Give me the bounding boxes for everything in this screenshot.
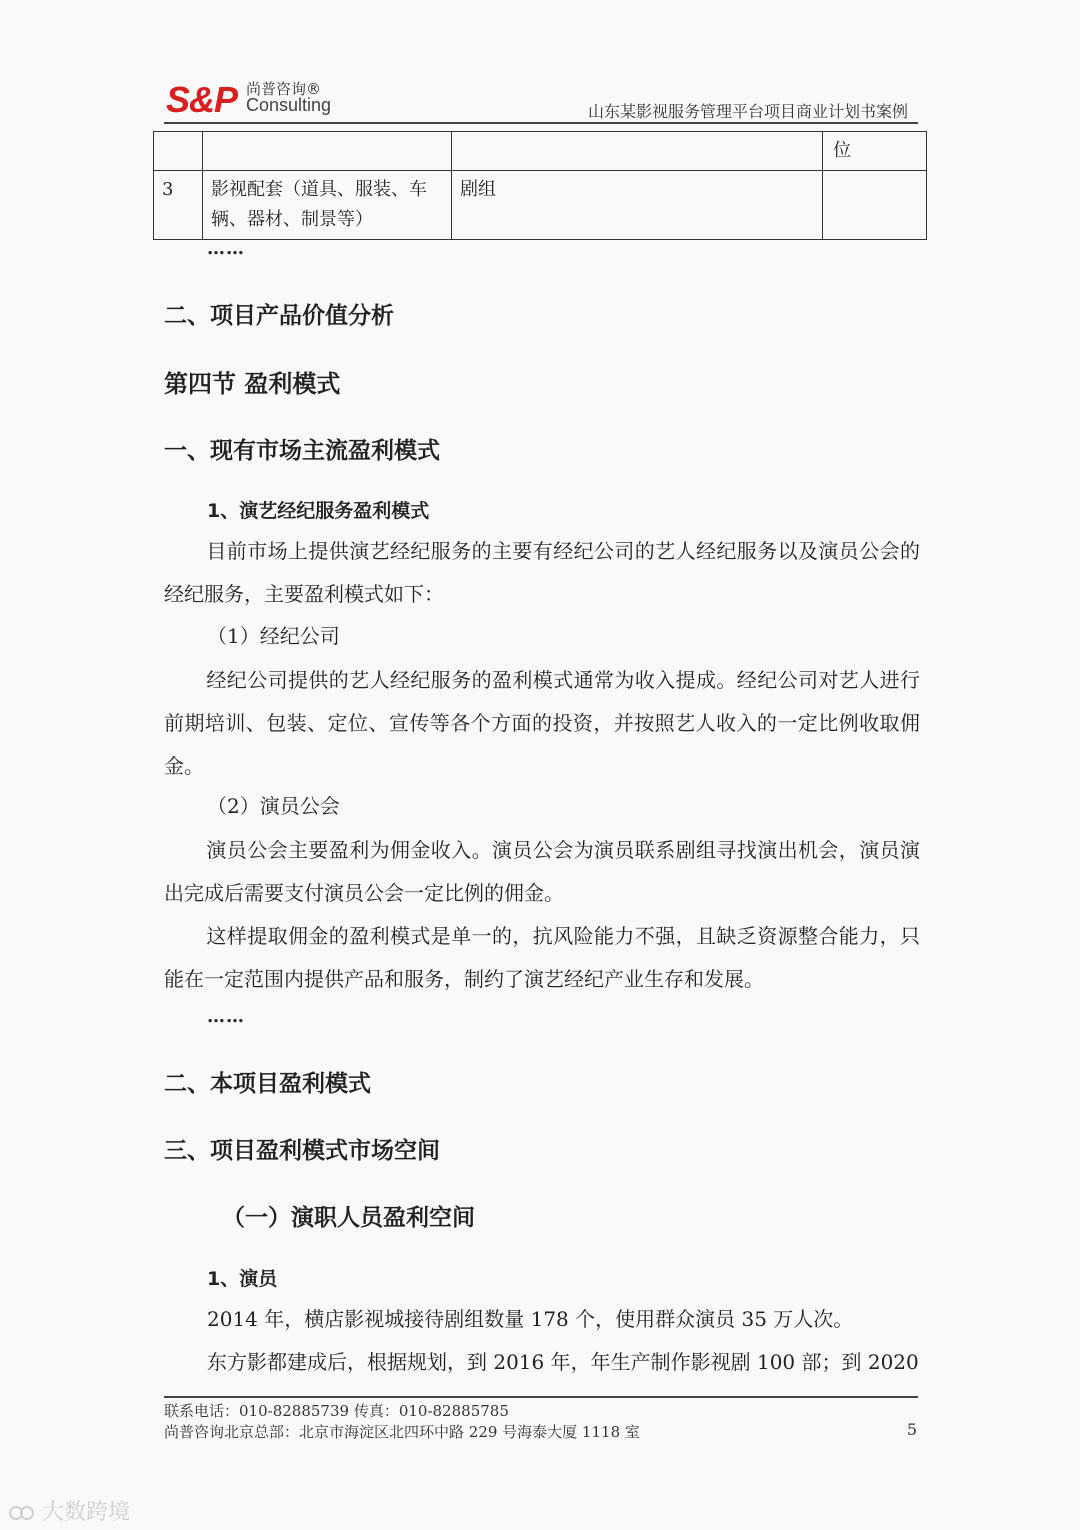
section-heading: 一、现有市场主流盈利模式 bbox=[164, 438, 440, 464]
header-divider bbox=[164, 122, 918, 124]
paragraph-text: 经纪公司提供的艺人经纪服务的盈利模式通常为收入提成。经纪公司对艺人进行前期培训、包装、定位、宣传等各个方面的投资，并按照艺人收入的一定比例收取佣金。 bbox=[164, 668, 920, 778]
table-cell bbox=[154, 132, 203, 171]
document-title: 山东某影视服务管理平台项目商业计划书案例 bbox=[587, 102, 908, 121]
paragraph bbox=[164, 915, 920, 1001]
paragraph-text: 演员公会主要盈利为佣金收入。演员公会为演员联系剧组寻找演出机会，演员演出完成后需要支付演员公会一定比例的佣金。 bbox=[164, 838, 920, 905]
paragraph: 东方影都建成后，根据规划，到 2016 年，年生产制作影视剧 100 部；到 2020 bbox=[207, 1350, 919, 1374]
subsection-heading: 1、演员 bbox=[207, 1268, 278, 1290]
table-cell bbox=[823, 171, 927, 240]
paragraph-text: 目前市场上提供演艺经纪服务的主要有经纪公司的艺人经纪服务以及演员公会的经纪服务，主要盈利模式如下： bbox=[164, 539, 920, 606]
logo-chinese-name: 尚普咨询® bbox=[246, 80, 322, 98]
watermark-logo-icon bbox=[8, 1502, 36, 1524]
ellipsis: …… bbox=[207, 238, 245, 259]
footer-contact: 联系电话：010-82885739 传真：010-82885785 bbox=[164, 1402, 509, 1420]
paragraph-text: 这样提取佣金的盈利模式是单一的，抗风险能力不强，且缺乏资源整合能力，只能在一定范围内提供产品和服务，制约了演艺经纪产业生存和发展。 bbox=[164, 924, 920, 991]
logo-mark: S&P bbox=[166, 79, 238, 120]
table-cell bbox=[452, 132, 823, 171]
footer-divider bbox=[164, 1396, 918, 1398]
list-heading: （2）演员公会 bbox=[207, 794, 340, 818]
table-cell: 影视配套（道具、服装、车辆、器材、制景等） bbox=[203, 171, 452, 240]
table-row bbox=[154, 171, 927, 240]
section-heading: 三、项目盈利模式市场空间 bbox=[164, 1138, 440, 1164]
subsection-heading: （一）演职人员盈利空间 bbox=[222, 1205, 475, 1231]
footer-address: 尚普咨询北京总部：北京市海淀区北四环中路 229 号海泰大厦 1118 室 bbox=[164, 1423, 640, 1441]
table-fragment bbox=[153, 131, 927, 240]
table-cell: 剧组 bbox=[452, 171, 823, 240]
list-heading: （1）经纪公司 bbox=[207, 624, 340, 648]
table-cell: 3 bbox=[154, 171, 203, 240]
paragraph bbox=[164, 659, 920, 788]
section-heading: 二、本项目盈利模式 bbox=[164, 1071, 371, 1097]
section-heading: 二、项目产品价值分析 bbox=[164, 303, 394, 329]
paragraph bbox=[164, 530, 920, 616]
watermark-text: 大数跨境 bbox=[42, 1500, 131, 1525]
page-number: 5 bbox=[906, 1420, 917, 1439]
table-row bbox=[154, 132, 927, 171]
chapter-heading: 第四节 盈利模式 bbox=[164, 370, 341, 398]
paragraph bbox=[164, 829, 920, 915]
ellipsis: …… bbox=[207, 1006, 245, 1027]
watermark bbox=[8, 1495, 130, 1526]
table-cell bbox=[203, 132, 452, 171]
table-cell: 位 bbox=[823, 132, 927, 171]
paragraph: 2014 年，横店影视城接待剧组数量 178 个，使用群众演员 35 万人次。 bbox=[207, 1307, 854, 1331]
logo-english-name: Consulting bbox=[246, 95, 332, 115]
subsection-heading: 1、演艺经纪服务盈利模式 bbox=[207, 500, 430, 522]
